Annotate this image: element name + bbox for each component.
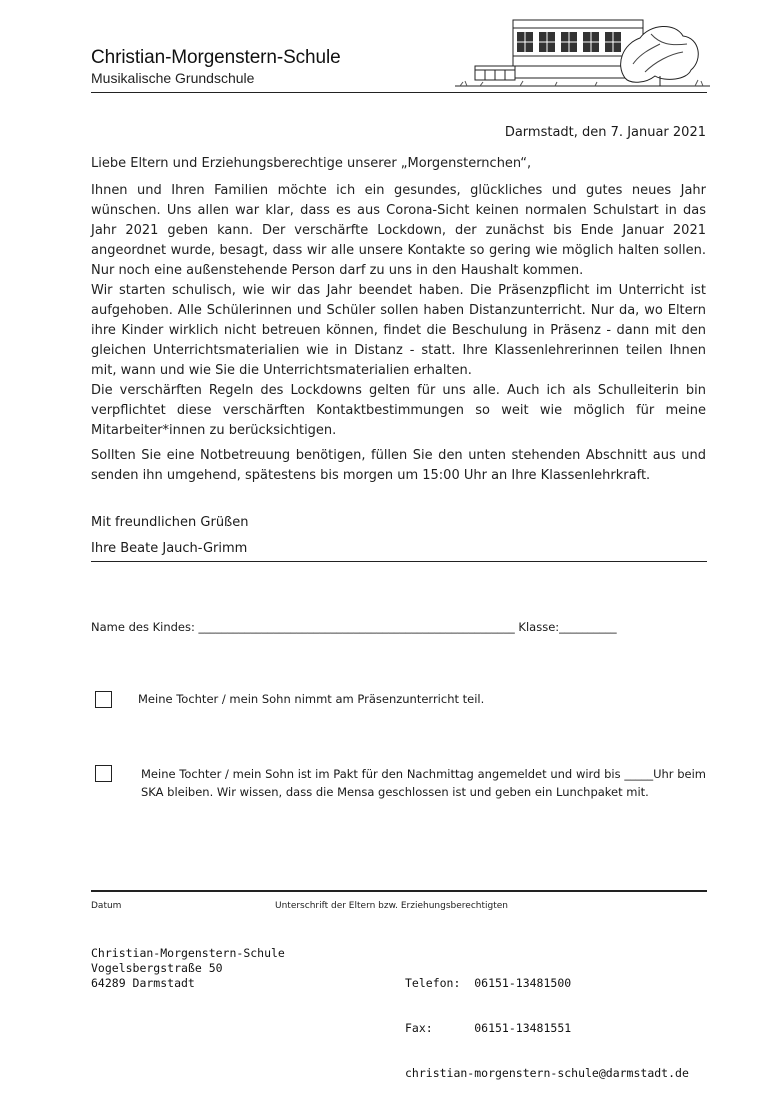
option-afternoon-label: Meine Tochter / mein Sohn ist im Pakt für den Nachmittag angemeldet und wird bis _____Uhr beim SKA bleiben. Wir wissen, dass die Mensa geschlossen ist und geben ein Lunchpaket mit. xyxy=(141,767,706,799)
child-name-field[interactable]: Name des Kindes: _______________________________________________________ Klasse:__________ xyxy=(91,620,617,634)
school-building-logo xyxy=(455,14,710,94)
footer-city: 64289 Darmstadt xyxy=(91,976,195,990)
footer-street: Vogelsbergstraße 50 xyxy=(91,961,223,975)
footer-contact xyxy=(405,946,689,1096)
option-presence-label: Meine Tochter / mein Sohn nimmt am Präsenzunterricht teil. xyxy=(138,692,485,706)
checkbox-presence[interactable] xyxy=(95,691,112,708)
footer-phone: Telefon: 06151-13481500 xyxy=(405,976,572,990)
footer-fax: Fax: 06151-13481551 xyxy=(405,1021,572,1035)
checkbox-afternoon-pact[interactable] xyxy=(95,765,112,782)
footer-email-link[interactable]: christian-morgenstern-schule@darmstadt.de xyxy=(405,1066,689,1080)
paragraph-2: Wir starten schulisch, wie wir das Jahr beendet haben. Die Präsenzpflicht im Unterricht ist aufgehoben. Alle Schülerinnen und Schüler sollen haben Distanzunterricht. Nur da, wo Eltern ihre Kinder wirklich nicht betreuen können, findet die Beschulung in Präsenz - dann mit den gleichen Unterrichtsmaterialien wie in Distanz - statt. Ihre Klassenlehrerinnen teilen Ihnen mit, wann und wie Sie die Unterrichtsmaterialien erhalten. xyxy=(91,283,706,378)
footer-address xyxy=(91,946,285,991)
header-rule xyxy=(91,92,707,93)
salutation: Liebe Eltern und Erziehungsberechtige unserer „Morgensternchen“, xyxy=(91,156,532,171)
signature: Ihre Beate Jauch-Grimm xyxy=(91,541,248,556)
cut-rule xyxy=(91,561,707,562)
paragraph-1: Ihnen und Ihren Familien möchte ich ein gesundes, glückliches und gutes neues Jahr wünschen. Uns allen war klar, dass es aus Corona-Sicht keinen normalen Schulstart in das Jahr 2021 geben kann. Der verschärfte Lockdown, der zunächst bis Ende Januar 2021 angeordnet wurde, besagt, dass wir alle unsere Kontakte so gering wie möglich halten sollen. Nur noch eine außenstehende Person darf zu uns in den Haushalt kommen. xyxy=(91,183,706,278)
signature-rule xyxy=(91,890,707,892)
date-label: Datum xyxy=(91,901,122,911)
paragraph-4: Sollten Sie eine Notbetreuung benötigen, füllen Sie den unten stehenden Abschnitt aus und senden ihn umgehend, spätestens bis morgen um 15:00 Uhr an Ihre Klassenlehrkraft. xyxy=(91,448,706,483)
school-subtitle: Musikalische Grundschule xyxy=(91,70,255,86)
closing: Mit freundlichen Grüßen xyxy=(91,515,249,530)
parent-signature-label: Unterschrift der Eltern bzw. Erziehungsberechtigten xyxy=(275,901,508,911)
footer-school-name: Christian-Morgenstern-Schule xyxy=(91,946,285,960)
paragraph-3: Die verschärften Regeln des Lockdowns gelten für uns alle. Auch ich als Schulleiterin bin verpflichtet diese verschärften Kontaktbestimmungen so weit wie möglich für meine Mitarbeiter*innen zu berücksichtigen. xyxy=(91,383,706,438)
letter-date: Darmstadt, den 7. Januar 2021 xyxy=(504,125,706,140)
school-name: Christian-Morgenstern-Schule xyxy=(91,47,341,68)
